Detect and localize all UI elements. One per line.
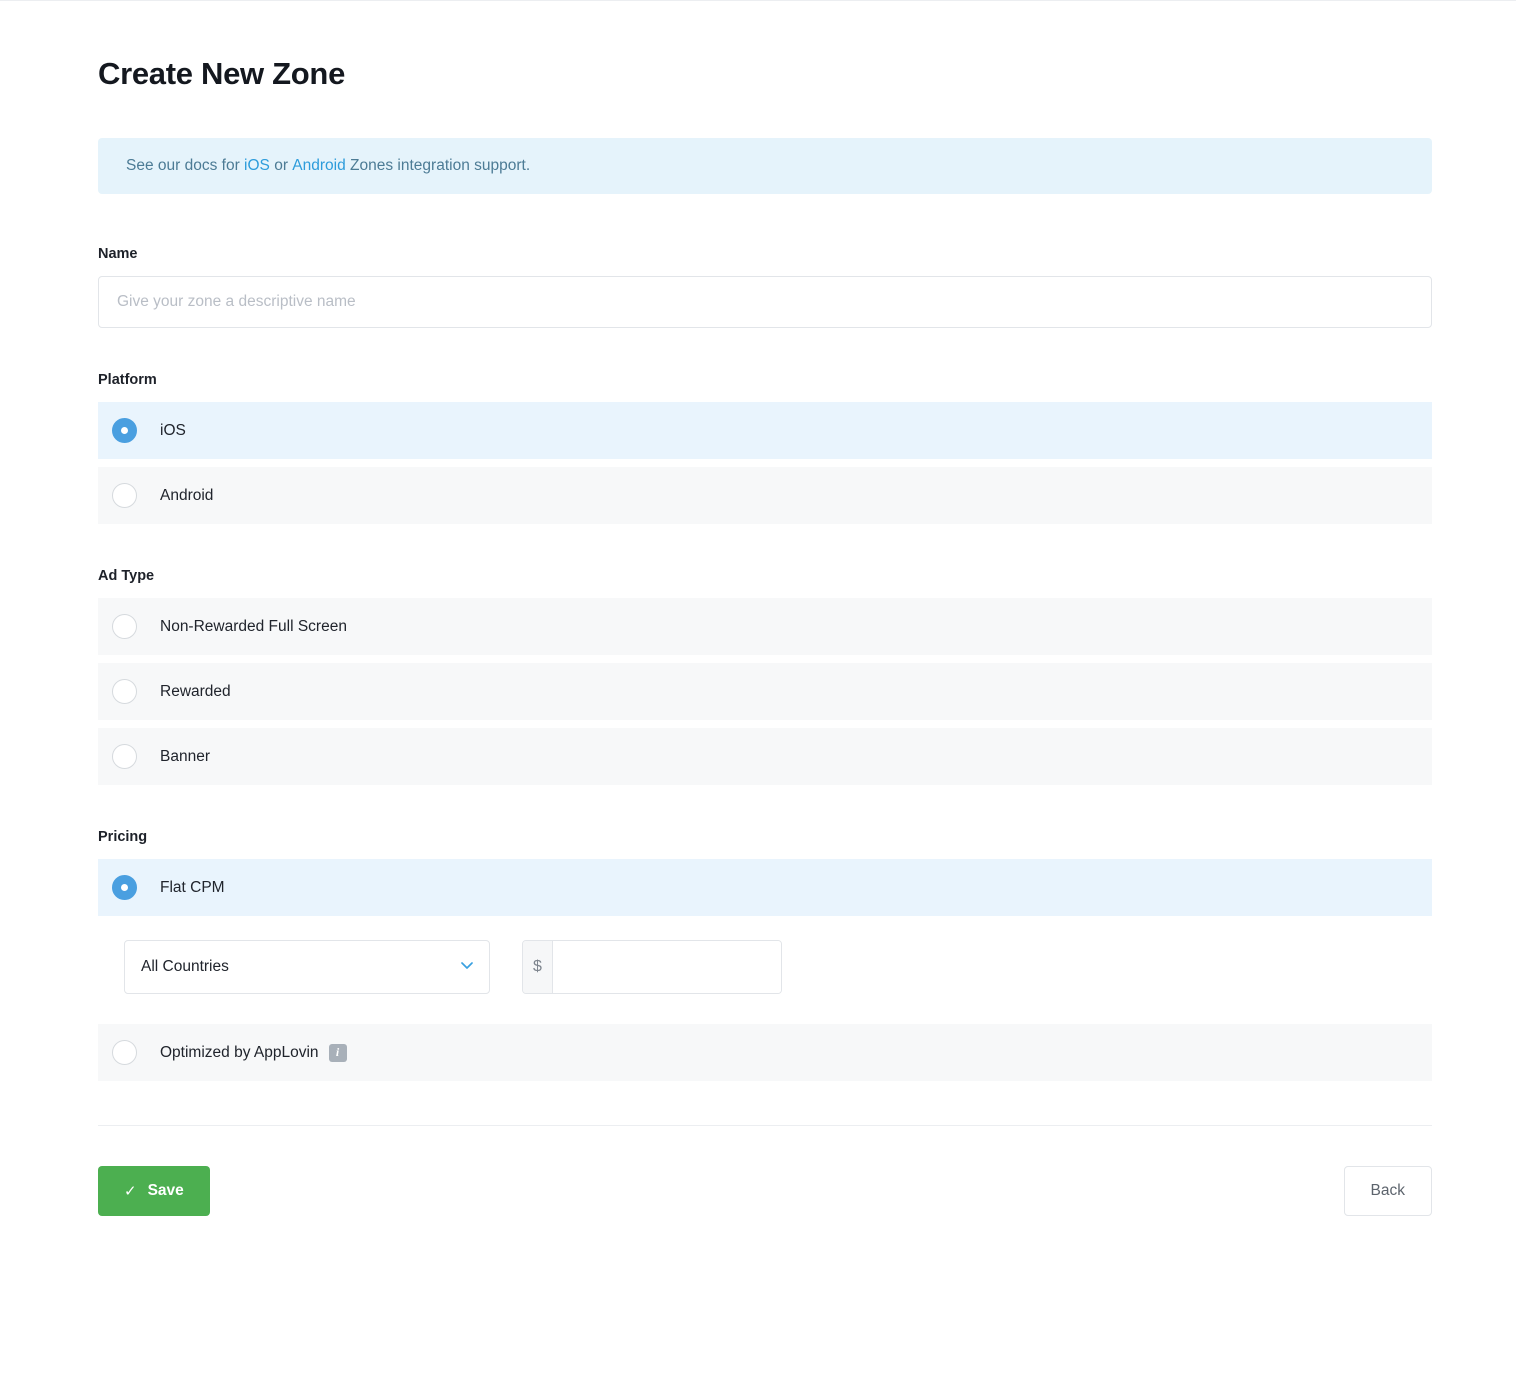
ad-type-option-label: Non-Rewarded Full Screen: [160, 617, 347, 635]
footer-divider: [98, 1125, 1432, 1126]
notice-prefix: See our docs for: [126, 157, 245, 174]
ad-type-label: Ad Type: [98, 568, 155, 584]
pricing-option-optimized-by-applovin[interactable]: [98, 1024, 1432, 1081]
ad-type-option-banner[interactable]: [98, 728, 1432, 785]
ad-type-option-label: Banner: [160, 747, 210, 765]
pricing-radio-list-secondary: [98, 1024, 1432, 1081]
country-select-value: All Countries: [141, 958, 229, 975]
docs-notice: [98, 138, 1432, 194]
radio-icon[interactable]: [112, 614, 137, 639]
ad-type-option-label: Rewarded: [160, 682, 231, 700]
platform-option-label: iOS: [160, 421, 186, 439]
platform-option-android[interactable]: [98, 467, 1432, 524]
ad-type-group: [98, 568, 1432, 785]
back-button[interactable]: Back: [1344, 1166, 1432, 1216]
dollar-icon: $: [523, 941, 553, 993]
platform-label: Platform: [98, 372, 157, 388]
pricing-option-label: Optimized by AppLovin: [160, 1043, 319, 1061]
android-docs-link[interactable]: Android: [292, 157, 346, 174]
pricing-option-label: Flat CPM: [160, 878, 225, 896]
check-icon: ✓: [124, 1183, 137, 1200]
pricing-group: [98, 829, 1432, 1081]
platform-radio-list: [98, 402, 1432, 524]
pricing-option-flat-cpm[interactable]: [98, 859, 1432, 916]
cpm-amount-field[interactable]: [522, 940, 782, 994]
notice-suffix: Zones integration support.: [345, 157, 531, 174]
save-button-label: Save: [147, 1182, 184, 1199]
radio-icon[interactable]: [112, 483, 137, 508]
platform-group: [98, 372, 1432, 524]
flat-cpm-controls: [124, 940, 1432, 994]
ios-docs-link[interactable]: iOS: [244, 157, 270, 174]
notice-middle: or: [269, 157, 293, 174]
radio-icon[interactable]: [112, 1040, 137, 1065]
radio-icon[interactable]: [112, 875, 137, 900]
save-button[interactable]: [98, 1166, 210, 1216]
platform-option-label: Android: [160, 486, 214, 504]
form-footer: [98, 1166, 1432, 1246]
zone-name-input[interactable]: [98, 276, 1432, 328]
pricing-label: Pricing: [98, 829, 148, 845]
country-select[interactable]: [124, 940, 490, 994]
name-label: Name: [98, 246, 138, 262]
name-field-group: [98, 246, 1432, 328]
top-divider: [0, 0, 1516, 1]
platform-option-ios[interactable]: [98, 402, 1432, 459]
pricing-radio-list: [98, 859, 1432, 916]
info-icon[interactable]: i: [329, 1044, 347, 1062]
radio-icon[interactable]: [112, 744, 137, 769]
radio-icon[interactable]: [112, 679, 137, 704]
ad-type-radio-list: [98, 598, 1432, 785]
country-select-wrapper[interactable]: [124, 940, 490, 994]
cpm-amount-input[interactable]: [553, 941, 781, 993]
ad-type-option-non-rewarded-full-screen[interactable]: [98, 598, 1432, 655]
ad-type-option-rewarded[interactable]: [98, 663, 1432, 720]
radio-icon[interactable]: [112, 418, 137, 443]
page-title: Create New Zone: [98, 56, 346, 91]
